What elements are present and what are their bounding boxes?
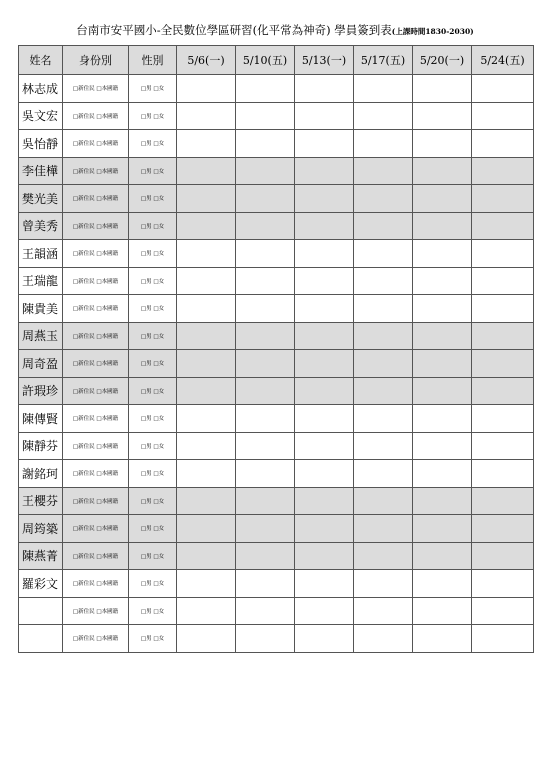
signature-cell[interactable] xyxy=(413,460,472,488)
student-name: 樊光美 xyxy=(19,185,63,213)
signature-cell[interactable] xyxy=(177,625,236,653)
signature-cell[interactable] xyxy=(177,185,236,213)
table-row xyxy=(19,295,534,323)
signature-cell[interactable] xyxy=(236,240,295,268)
signature-cell[interactable] xyxy=(177,350,236,378)
identity-checkboxes[interactable]: □新住民 □本國籍 xyxy=(63,570,129,598)
signature-cell[interactable] xyxy=(354,240,413,268)
gender-checkboxes[interactable]: □男 □女 xyxy=(129,212,177,240)
identity-checkboxes[interactable]: □新住民 □本國籍 xyxy=(63,185,129,213)
gender-checkboxes[interactable]: □男 □女 xyxy=(129,515,177,543)
signature-cell[interactable] xyxy=(177,542,236,570)
signature-cell[interactable] xyxy=(177,130,236,158)
signature-cell[interactable] xyxy=(295,267,354,295)
signature-cell[interactable] xyxy=(413,570,472,598)
gender-checkboxes[interactable]: □男 □女 xyxy=(129,487,177,515)
table-row xyxy=(19,267,534,295)
signature-cell[interactable] xyxy=(413,350,472,378)
signature-cell[interactable] xyxy=(354,405,413,433)
table-row xyxy=(19,157,534,185)
table-row xyxy=(19,542,534,570)
gender-checkboxes[interactable]: □男 □女 xyxy=(129,542,177,570)
signature-cell[interactable] xyxy=(413,157,472,185)
header-row xyxy=(19,46,534,75)
signature-cell[interactable] xyxy=(177,377,236,405)
gender-checkboxes[interactable]: □男 □女 xyxy=(129,185,177,213)
identity-checkboxes[interactable]: □新住民 □本國籍 xyxy=(63,240,129,268)
signature-cell[interactable] xyxy=(177,322,236,350)
signature-cell[interactable] xyxy=(177,487,236,515)
signature-cell[interactable] xyxy=(236,102,295,130)
signature-cell[interactable] xyxy=(354,570,413,598)
gender-checkboxes[interactable]: □男 □女 xyxy=(129,377,177,405)
signature-cell[interactable] xyxy=(295,597,354,625)
identity-checkboxes[interactable]: □新住民 □本國籍 xyxy=(63,212,129,240)
table-row xyxy=(19,102,534,130)
signature-cell[interactable] xyxy=(236,322,295,350)
signature-cell[interactable] xyxy=(472,405,534,433)
signature-cell[interactable] xyxy=(354,102,413,130)
signature-cell[interactable] xyxy=(354,212,413,240)
signature-cell[interactable] xyxy=(472,322,534,350)
signature-cell[interactable] xyxy=(177,157,236,185)
signature-cell[interactable] xyxy=(177,75,236,103)
signature-cell[interactable] xyxy=(354,625,413,653)
student-name: 吳怡靜 xyxy=(19,130,63,158)
student-name: 周奇盈 xyxy=(19,350,63,378)
gender-checkboxes[interactable]: □男 □女 xyxy=(129,157,177,185)
signature-cell[interactable] xyxy=(413,542,472,570)
signature-cell[interactable] xyxy=(295,487,354,515)
signature-cell[interactable] xyxy=(413,625,472,653)
document-title xyxy=(0,22,550,38)
identity-checkboxes[interactable]: □新住民 □本國籍 xyxy=(63,487,129,515)
signature-cell[interactable] xyxy=(413,267,472,295)
signature-cell[interactable] xyxy=(236,212,295,240)
identity-checkboxes[interactable]: □新住民 □本國籍 xyxy=(63,377,129,405)
student-name: 陳燕菁 xyxy=(19,542,63,570)
identity-checkboxes[interactable]: □新住民 □本國籍 xyxy=(63,542,129,570)
signature-cell[interactable] xyxy=(295,240,354,268)
gender-checkboxes[interactable]: □男 □女 xyxy=(129,460,177,488)
title-text: 台南市安平國小-全民數位學區研習(化平常為神奇) 學員簽到表 xyxy=(76,23,392,37)
signature-cell[interactable] xyxy=(413,487,472,515)
header-gender: 性別 xyxy=(129,46,177,75)
identity-checkboxes[interactable]: □新住民 □本國籍 xyxy=(63,295,129,323)
signature-cell[interactable] xyxy=(236,185,295,213)
signature-cell[interactable] xyxy=(295,295,354,323)
header-date: 5/13(一) xyxy=(295,46,354,75)
student-name xyxy=(19,597,63,625)
gender-checkboxes[interactable]: □男 □女 xyxy=(129,322,177,350)
signature-cell[interactable] xyxy=(472,377,534,405)
identity-checkboxes[interactable]: □新住民 □本國籍 xyxy=(63,597,129,625)
signature-cell[interactable] xyxy=(236,460,295,488)
table-row xyxy=(19,240,534,268)
signature-cell[interactable] xyxy=(472,240,534,268)
signature-cell[interactable] xyxy=(295,570,354,598)
signature-cell[interactable] xyxy=(354,460,413,488)
identity-checkboxes[interactable]: □新住民 □本國籍 xyxy=(63,515,129,543)
student-name: 羅彩文 xyxy=(19,570,63,598)
signature-cell[interactable] xyxy=(413,212,472,240)
student-name: 陳貴美 xyxy=(19,295,63,323)
gender-checkboxes[interactable]: □男 □女 xyxy=(129,295,177,323)
signature-cell[interactable] xyxy=(472,597,534,625)
signature-cell[interactable] xyxy=(177,240,236,268)
identity-checkboxes[interactable]: □新住民 □本國籍 xyxy=(63,75,129,103)
gender-checkboxes[interactable]: □男 □女 xyxy=(129,350,177,378)
signature-cell[interactable] xyxy=(236,432,295,460)
student-name: 許瑕珍 xyxy=(19,377,63,405)
signature-cell[interactable] xyxy=(177,405,236,433)
signature-cell[interactable] xyxy=(295,460,354,488)
signature-cell[interactable] xyxy=(354,267,413,295)
gender-checkboxes[interactable]: □男 □女 xyxy=(129,267,177,295)
signature-cell[interactable] xyxy=(472,487,534,515)
signature-cell[interactable] xyxy=(177,597,236,625)
header-identity: 身份別 xyxy=(63,46,129,75)
header-date: 5/24(五) xyxy=(472,46,534,75)
identity-checkboxes[interactable]: □新住民 □本國籍 xyxy=(63,405,129,433)
table-row xyxy=(19,405,534,433)
signature-cell[interactable] xyxy=(413,102,472,130)
table-row xyxy=(19,515,534,543)
signature-cell[interactable] xyxy=(413,377,472,405)
identity-checkboxes[interactable]: □新住民 □本國籍 xyxy=(63,130,129,158)
signature-cell[interactable] xyxy=(236,295,295,323)
signature-cell[interactable] xyxy=(236,597,295,625)
signature-cell[interactable] xyxy=(295,350,354,378)
signature-cell[interactable] xyxy=(236,405,295,433)
signature-cell[interactable] xyxy=(413,322,472,350)
signature-cell[interactable] xyxy=(295,130,354,158)
signature-cell[interactable] xyxy=(354,185,413,213)
signature-cell[interactable] xyxy=(236,542,295,570)
header-date: 5/6(一) xyxy=(177,46,236,75)
signature-cell[interactable] xyxy=(413,185,472,213)
student-name: 謝銘珂 xyxy=(19,460,63,488)
signature-cell[interactable] xyxy=(177,460,236,488)
attendance-table xyxy=(18,45,534,653)
table-row xyxy=(19,75,534,103)
table-row xyxy=(19,185,534,213)
signature-cell[interactable] xyxy=(236,515,295,543)
student-name: 曾美秀 xyxy=(19,212,63,240)
signature-cell[interactable] xyxy=(354,487,413,515)
student-name: 王韻涵 xyxy=(19,240,63,268)
signature-cell[interactable] xyxy=(472,295,534,323)
student-name: 吳文宏 xyxy=(19,102,63,130)
signature-cell[interactable] xyxy=(295,542,354,570)
signature-cell[interactable] xyxy=(472,212,534,240)
header-date: 5/20(一) xyxy=(413,46,472,75)
signature-cell[interactable] xyxy=(236,75,295,103)
header-name: 姓名 xyxy=(19,46,63,75)
student-name: 林志成 xyxy=(19,75,63,103)
signature-cell[interactable] xyxy=(472,350,534,378)
signature-cell[interactable] xyxy=(236,130,295,158)
gender-checkboxes[interactable]: □男 □女 xyxy=(129,597,177,625)
signature-cell[interactable] xyxy=(472,570,534,598)
signature-cell[interactable] xyxy=(354,75,413,103)
table-row xyxy=(19,570,534,598)
signature-cell[interactable] xyxy=(177,267,236,295)
signature-cell[interactable] xyxy=(295,322,354,350)
signature-cell[interactable] xyxy=(236,157,295,185)
signature-cell[interactable] xyxy=(295,432,354,460)
identity-checkboxes[interactable]: □新住民 □本國籍 xyxy=(63,432,129,460)
signature-cell[interactable] xyxy=(236,267,295,295)
signature-cell[interactable] xyxy=(295,625,354,653)
signature-cell[interactable] xyxy=(413,75,472,103)
signature-cell[interactable] xyxy=(472,102,534,130)
gender-checkboxes[interactable]: □男 □女 xyxy=(129,240,177,268)
gender-checkboxes[interactable]: □男 □女 xyxy=(129,432,177,460)
gender-checkboxes[interactable]: □男 □女 xyxy=(129,625,177,653)
identity-checkboxes[interactable]: □新住民 □本國籍 xyxy=(63,350,129,378)
identity-checkboxes[interactable]: □新住民 □本國籍 xyxy=(63,102,129,130)
signature-cell[interactable] xyxy=(472,130,534,158)
signature-cell[interactable] xyxy=(354,322,413,350)
signature-cell[interactable] xyxy=(472,515,534,543)
table-row xyxy=(19,460,534,488)
gender-checkboxes[interactable]: □男 □女 xyxy=(129,75,177,103)
signature-cell[interactable] xyxy=(413,515,472,543)
signature-cell[interactable] xyxy=(236,570,295,598)
header-date: 5/17(五) xyxy=(354,46,413,75)
student-name: 陳傳賢 xyxy=(19,405,63,433)
signature-cell[interactable] xyxy=(354,130,413,158)
table-body xyxy=(19,75,534,653)
signature-cell[interactable] xyxy=(295,102,354,130)
title-note: (上課時間1830-2030) xyxy=(391,27,474,36)
signature-cell[interactable] xyxy=(354,542,413,570)
student-name: 周筠築 xyxy=(19,515,63,543)
signature-cell[interactable] xyxy=(177,570,236,598)
header-date: 5/10(五) xyxy=(236,46,295,75)
student-name: 陳靜芬 xyxy=(19,432,63,460)
signature-cell[interactable] xyxy=(354,377,413,405)
gender-checkboxes[interactable]: □男 □女 xyxy=(129,405,177,433)
signature-cell[interactable] xyxy=(236,377,295,405)
signature-cell[interactable] xyxy=(295,212,354,240)
signature-cell[interactable] xyxy=(295,377,354,405)
signature-cell[interactable] xyxy=(177,212,236,240)
identity-checkboxes[interactable]: □新住民 □本國籍 xyxy=(63,460,129,488)
signature-cell[interactable] xyxy=(472,460,534,488)
table-row xyxy=(19,377,534,405)
signature-cell[interactable] xyxy=(354,515,413,543)
student-name xyxy=(19,625,63,653)
signature-cell[interactable] xyxy=(472,267,534,295)
signature-cell[interactable] xyxy=(413,597,472,625)
signature-cell[interactable] xyxy=(354,295,413,323)
signature-cell[interactable] xyxy=(413,432,472,460)
signature-cell[interactable] xyxy=(295,157,354,185)
table-row xyxy=(19,350,534,378)
signature-cell[interactable] xyxy=(413,405,472,433)
student-name: 王瑞龍 xyxy=(19,267,63,295)
table-row xyxy=(19,432,534,460)
student-name: 周燕玉 xyxy=(19,322,63,350)
table-row xyxy=(19,597,534,625)
signature-cell[interactable] xyxy=(472,432,534,460)
signature-cell[interactable] xyxy=(472,75,534,103)
signature-cell[interactable] xyxy=(354,157,413,185)
signature-cell[interactable] xyxy=(354,432,413,460)
gender-checkboxes[interactable]: □男 □女 xyxy=(129,130,177,158)
table-row xyxy=(19,212,534,240)
table-row xyxy=(19,487,534,515)
signature-cell[interactable] xyxy=(177,432,236,460)
identity-checkboxes[interactable]: □新住民 □本國籍 xyxy=(63,322,129,350)
signature-cell[interactable] xyxy=(177,102,236,130)
signature-cell[interactable] xyxy=(413,295,472,323)
signature-cell[interactable] xyxy=(236,625,295,653)
signature-cell[interactable] xyxy=(177,515,236,543)
signature-cell[interactable] xyxy=(472,185,534,213)
signature-cell[interactable] xyxy=(472,542,534,570)
signature-cell[interactable] xyxy=(295,515,354,543)
identity-checkboxes[interactable]: □新住民 □本國籍 xyxy=(63,267,129,295)
signature-cell[interactable] xyxy=(413,240,472,268)
identity-checkboxes[interactable]: □新住民 □本國籍 xyxy=(63,157,129,185)
student-name: 王櫻芬 xyxy=(19,487,63,515)
signature-cell[interactable] xyxy=(354,350,413,378)
signature-cell[interactable] xyxy=(472,157,534,185)
signature-cell[interactable] xyxy=(354,597,413,625)
signature-cell[interactable] xyxy=(295,75,354,103)
table-row xyxy=(19,625,534,653)
student-name: 李佳樺 xyxy=(19,157,63,185)
signature-cell[interactable] xyxy=(413,130,472,158)
gender-checkboxes[interactable]: □男 □女 xyxy=(129,102,177,130)
table-row xyxy=(19,130,534,158)
signature-cell[interactable] xyxy=(236,487,295,515)
signature-cell[interactable] xyxy=(472,625,534,653)
identity-checkboxes[interactable]: □新住民 □本國籍 xyxy=(63,625,129,653)
signature-cell[interactable] xyxy=(236,350,295,378)
signature-cell[interactable] xyxy=(295,405,354,433)
table-row xyxy=(19,322,534,350)
signature-cell[interactable] xyxy=(295,185,354,213)
gender-checkboxes[interactable]: □男 □女 xyxy=(129,570,177,598)
signature-cell[interactable] xyxy=(177,295,236,323)
